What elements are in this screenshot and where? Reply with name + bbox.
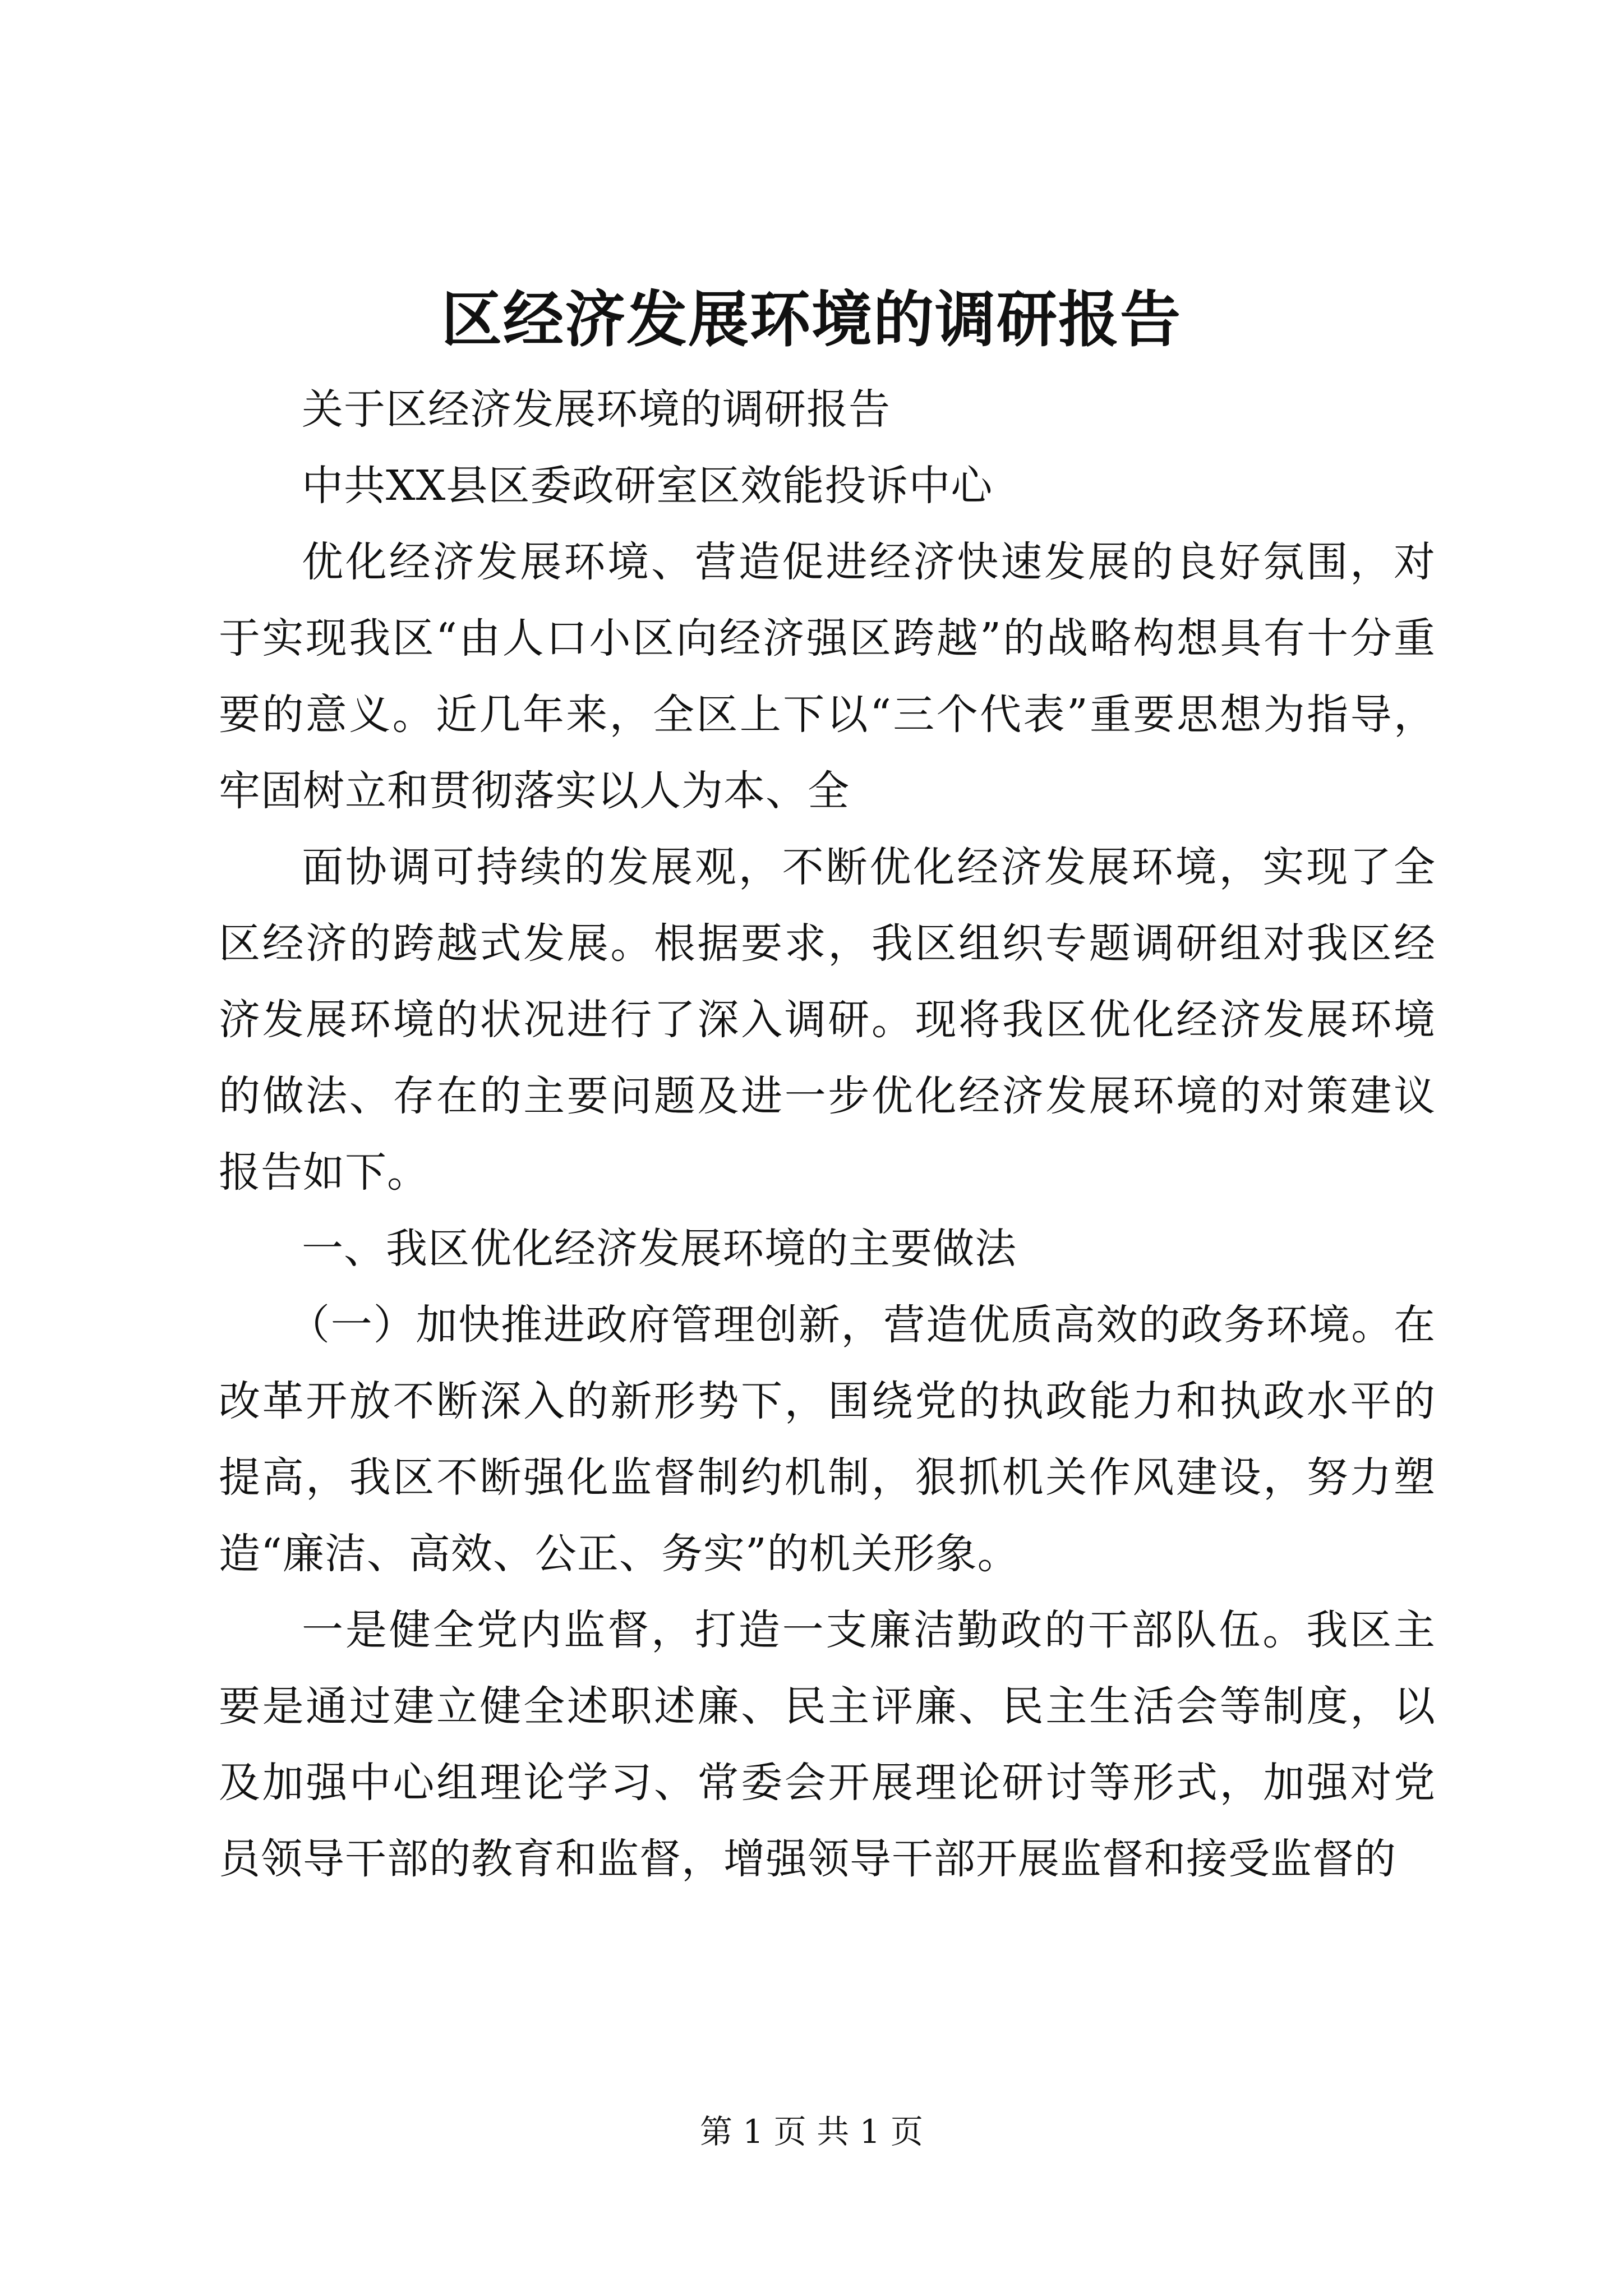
subtitle-paragraph: 关于区经济发展环境的调研报告 <box>302 385 891 434</box>
body-paragraph: 面协调可持续的发展观，不断优化经济发展环境，实现了全区经济的跨越式发展。根据要求，我区组织专题调研组对我区经济发展环境的状况进行了深入调研。现将我区优化经济发展环境的做法、存在的主要问题及进一步优化经济发展环境的对策建议报告如下。 <box>219 843 1436 1197</box>
page-footer: 第 1 页 共 1 页 <box>700 2113 923 2151</box>
body-paragraph: 优化经济发展环境、营造促进经济快速发展的良好氛围，对于实现我区“由人口小区向经济强区跨越”的战略构想具有十分重要的意义。近几年来，全区上下以“三个代表”重要思想为指导，牢固树立和贯彻落实以人为本、全 <box>219 538 1436 815</box>
section-heading: 一、我区优化经济发展环境的主要做法 <box>302 1225 1017 1273</box>
author-paragraph: 中共XX县区委政研室区效能投诉中心 <box>302 462 993 510</box>
subsection-paragraph: （一）加快推进政府管理创新，营造优质高效的政务环境。在改革开放不断深入的新形势下，围绕党的执政能力和执政水平的提高，我区不断强化监督制约机制，狠抓机关作风建设，努力塑造“廉洁、高效、公正、务实”的机关形象。 <box>219 1301 1436 1578</box>
document-body <box>219 371 1436 1897</box>
body-paragraph: 一是健全党内监督，打造一支廉洁勤政的干部队伍。我区主要是通过建立健全述职述廉、民主评廉、民主生活会等制度，以及加强中心组理论学习、常委会开展理论研讨等形式，加强对党员领导干部的教育和监督，增强领导干部开展监督和接受监督的 <box>219 1606 1436 1883</box>
document-title: 区经济发展环境的调研报告 <box>441 284 1182 355</box>
